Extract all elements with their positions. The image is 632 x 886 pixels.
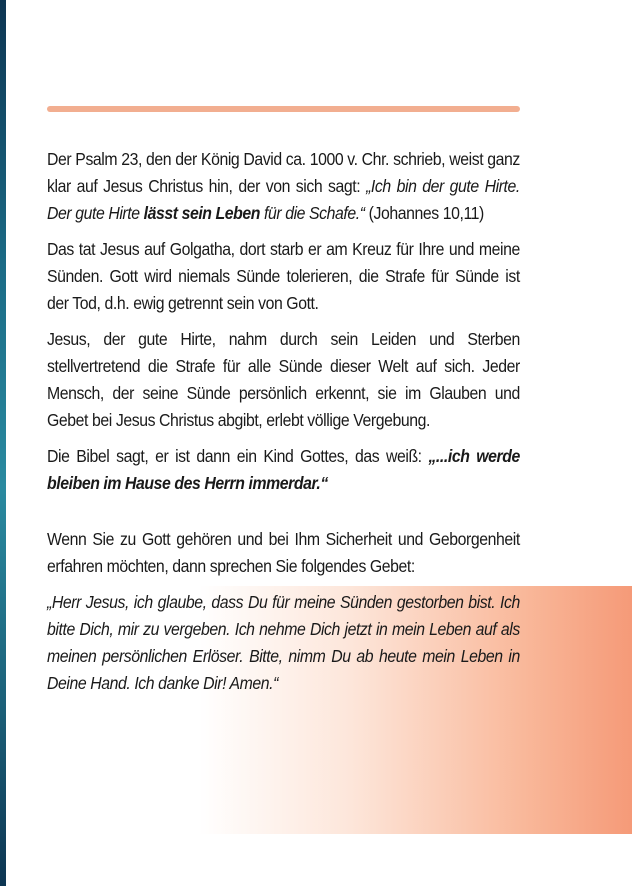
paragraph-golgatha: Das tat Jesus auf Golgatha, dort starb er am Kreuz für Ihre und meine Sünden. Gott wird niemals Sünde tolerieren, die Strafe für Sünde ist der Tod, d.h. ewig getrennt sein von Gott. xyxy=(47,239,520,313)
paragraph-good-shepherd: Jesus, der gute Hirte, nahm durch sein Leiden und Sterben stellvertretend die Strafe für alle Sünde dieser Welt auf sich. Jeder Mensch, der seine Sünde persönlich erkennt, sie im Glauben und Gebet bei Jesus Christus abgibt, erlebt völlige Vergebung. xyxy=(47,329,520,430)
accent-rule xyxy=(47,106,520,112)
bible-reference: (Johannes 10,11) xyxy=(364,203,484,223)
paragraph-child-of-god xyxy=(47,443,520,497)
paragraph-text: Die Bibel sagt, er ist dann ein Kind Gottes, das weiß: xyxy=(47,446,429,466)
paragraph-invitation: Wenn Sie zu Gott gehören und bei Ihm Sicherheit und Geborgenheit erfahren möchten, dann sprechen Sie folgendes Gebet: xyxy=(47,529,520,576)
quote-text: für die Schafe.“ xyxy=(260,203,365,223)
document-body xyxy=(47,146,520,706)
psalm-quote: „...ich werde bleiben im Hause des Herrn immerdar.“ xyxy=(47,446,520,493)
cover-edge-image xyxy=(0,0,6,886)
section-gap xyxy=(47,506,520,526)
quote-text: „Ich bin der gute Hirte. Der gute Hirte xyxy=(47,176,520,223)
paragraph-psalm-23 xyxy=(47,146,520,227)
prayer-quote: „Herr Jesus, ich glaube, dass Du für meine Sünden gestorben bist. Ich bitte Dich, mir zu vergeben. Ich nehme Dich jetzt in mein Leben auf als meinen persönlichen Erlöser. Bitte, nimm Du ab heute mein Leben in Deine Hand. Ich danke Dir! Amen.“ xyxy=(47,592,520,693)
paragraph-text: Der Psalm 23, den der König David ca. 1000 v. Chr. schrieb, weist ganz klar auf Jesus Christus hin, der von sich sagt: xyxy=(47,149,520,196)
prayer-text xyxy=(47,589,520,697)
quote-emphasis: lässt sein Leben xyxy=(143,203,261,223)
